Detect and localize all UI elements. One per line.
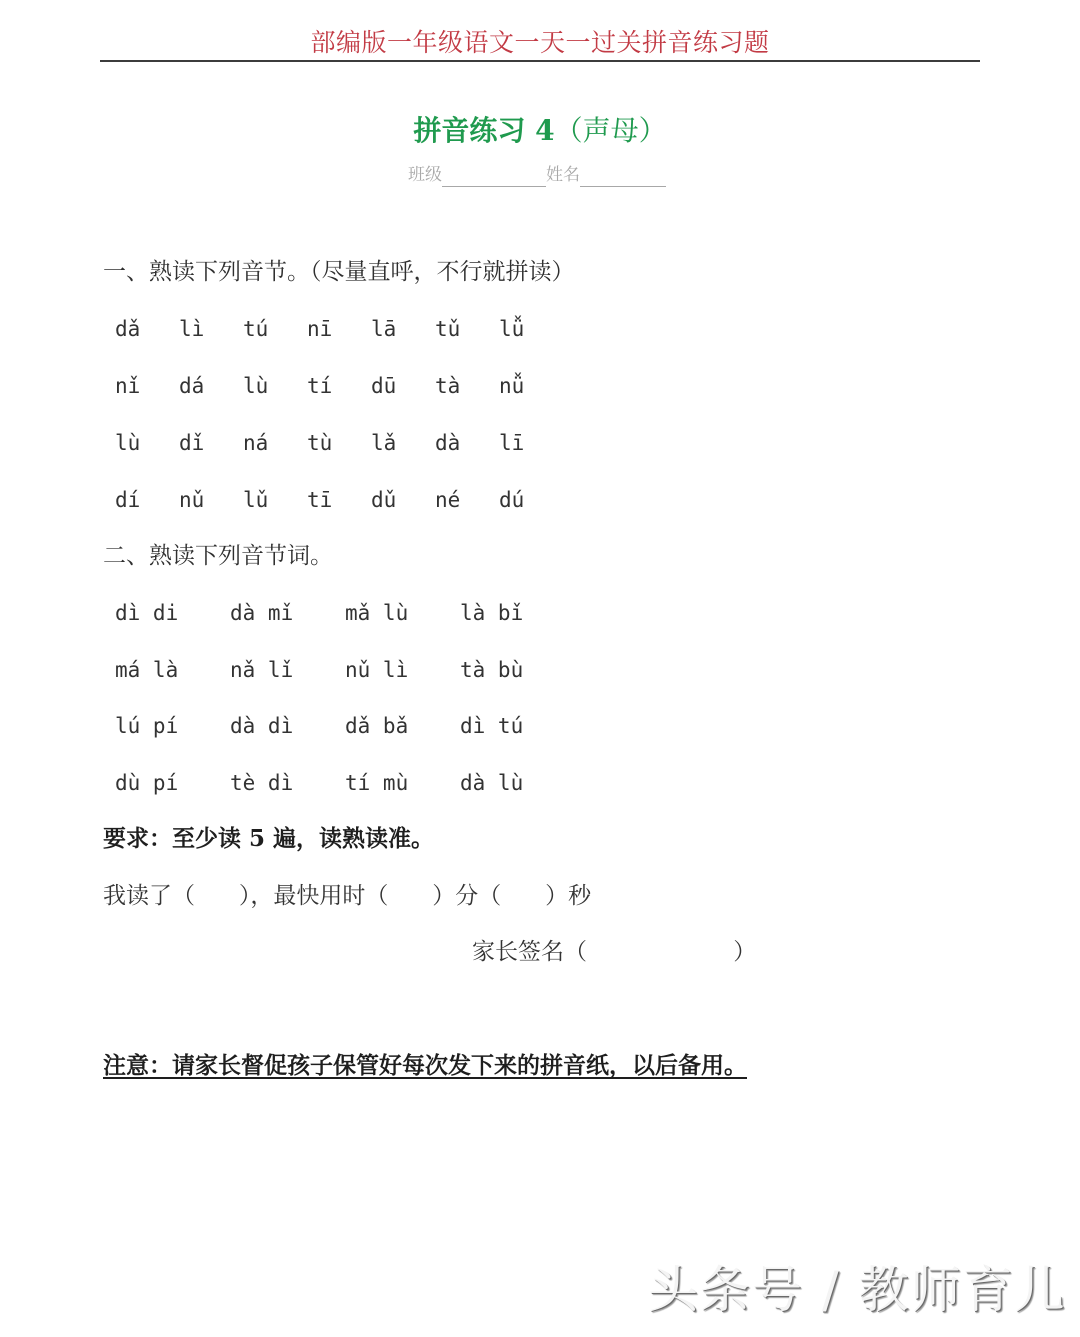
syllable: lù (243, 374, 269, 398)
syllable-row (115, 428, 563, 458)
word-row (115, 768, 575, 798)
class-blank[interactable] (442, 166, 546, 187)
syllable-row (115, 314, 563, 344)
syllable: nǚ (499, 374, 525, 398)
syllable: né (435, 488, 461, 512)
syllable-word: dà lù (460, 771, 524, 795)
syllable: tí (307, 374, 333, 398)
syllable-word: dì di (115, 601, 179, 625)
syllable: dū (371, 374, 397, 398)
syllable-word: lú pí (115, 714, 179, 738)
name-label: 姓名 (546, 165, 580, 185)
requirement-text: 要求：至少读 5 遍，读熟读准。 (103, 825, 435, 852)
syllable-word: tí mù (345, 771, 409, 795)
syllable: dá (179, 374, 205, 398)
syllable: tù (307, 431, 333, 455)
watermark: 头条号 / 教师育儿 (648, 1261, 1067, 1319)
name-blank[interactable] (580, 166, 666, 187)
syllable: nī (307, 317, 333, 341)
parent-signature-line[interactable]: 家长签名（ ） (472, 939, 757, 965)
syllable: dǔ (371, 488, 397, 512)
syllable-word: dì tú (460, 714, 524, 738)
syllable-word: là bǐ (460, 601, 524, 625)
syllable-word: tè dì (230, 771, 294, 795)
parent-note: 注意：请家长督促孩子保管好每次发下来的拼音纸，以后备用。 (103, 1052, 747, 1079)
reading-record-line[interactable]: 我读了（ ），最快用时（ ）分（ ）秒 (103, 883, 592, 909)
syllable-row (115, 485, 563, 515)
syllable-word: nǔ lì (345, 658, 409, 682)
syllable: lì (179, 317, 205, 341)
syllable-word: dù pí (115, 771, 179, 795)
worksheet-title-main: 拼音练习 4 (413, 114, 555, 147)
syllable-row (115, 371, 563, 401)
syllable-word: dà dì (230, 714, 294, 738)
syllable: lā (371, 317, 397, 341)
syllable: dà (435, 431, 461, 455)
syllable: lǎ (371, 431, 397, 455)
header-title: 部编版一年级语文一天一过关拼音练习题 (310, 28, 770, 57)
syllable: dí (115, 488, 141, 512)
syllable-word: má là (115, 658, 179, 682)
syllable: dú (499, 488, 525, 512)
syllable: tī (307, 488, 333, 512)
syllable: dǎ (115, 317, 141, 341)
syllable: ná (243, 431, 269, 455)
syllable-word: nǎ lǐ (230, 658, 294, 682)
syllable: tǔ (435, 317, 461, 341)
syllable-word: mǎ lù (345, 601, 409, 625)
syllable: lī (499, 431, 525, 455)
syllable: dǐ (179, 431, 205, 455)
syllable: lǚ (499, 317, 525, 341)
syllable: lǔ (243, 488, 269, 512)
worksheet-title (0, 112, 1080, 150)
section2-heading: 二、熟读下列音节词。 (103, 543, 333, 569)
syllable: nǔ (179, 488, 205, 512)
section1-heading: 一、熟读下列音节。（尽量直呼，不行就拼读） (103, 259, 575, 285)
syllable: tà (435, 374, 461, 398)
word-row (115, 598, 575, 628)
syllable-word: tà bù (460, 658, 524, 682)
word-row (115, 655, 575, 685)
syllable: lù (115, 431, 141, 455)
class-label: 班级 (408, 165, 442, 185)
syllable-word: dǎ bǎ (345, 714, 409, 738)
syllable: nǐ (115, 374, 141, 398)
header-divider (100, 60, 980, 62)
worksheet-title-subtitle: （声母） (554, 114, 667, 147)
word-row (115, 711, 575, 741)
student-info-line (408, 163, 666, 187)
syllable: tú (243, 317, 269, 341)
syllable-word: dà mǐ (230, 601, 294, 625)
